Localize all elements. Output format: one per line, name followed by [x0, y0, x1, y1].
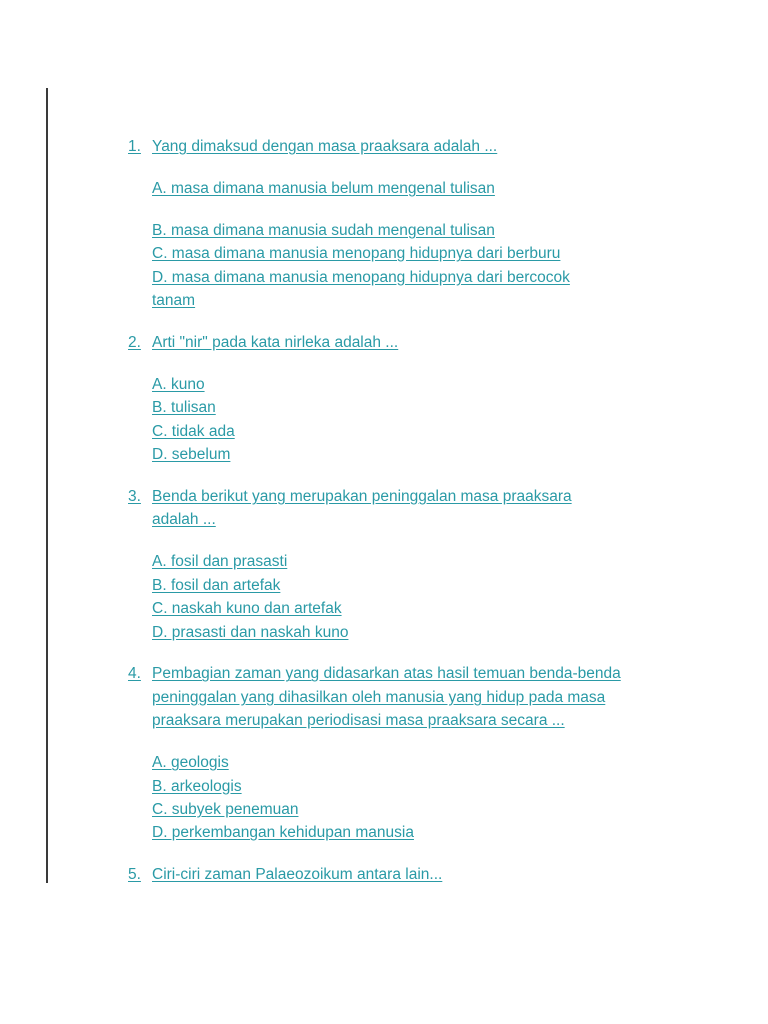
- question-number[interactable]: 3.: [128, 487, 141, 505]
- question-number[interactable]: 2.: [128, 333, 141, 351]
- question-text[interactable]: Pembagian zaman yang didasarkan atas hasil temuan benda-benda peninggalan yang dihasilkan oleh manusia yang hidup pada masa praaksara merupakan periodisasi masa praaksara secara ...: [152, 665, 621, 730]
- option-d[interactable]: D. masa dimana manusia menopang hidupnya dari bercocok tanam: [152, 268, 570, 310]
- question-5: [128, 863, 648, 886]
- question-number[interactable]: 5.: [128, 866, 141, 884]
- option-a[interactable]: A. geologis: [152, 754, 229, 772]
- option-d[interactable]: D. prasasti dan naskah kuno: [152, 623, 349, 641]
- option-b[interactable]: B. arkeologis: [152, 777, 242, 795]
- option-c[interactable]: C. subyek penemuan: [152, 800, 299, 818]
- question-2-options: [152, 373, 648, 467]
- question-text[interactable]: Benda berikut yang merupakan peninggalan masa praaksara adalah ...: [152, 487, 572, 529]
- question-4-options: [152, 751, 648, 845]
- option-c[interactable]: C. naskah kuno dan artefak: [152, 600, 342, 618]
- option-a[interactable]: A. fosil dan prasasti: [152, 553, 288, 571]
- quiz-document: [128, 135, 648, 905]
- option-b[interactable]: B. tulisan: [152, 399, 216, 417]
- question-number[interactable]: 1.: [128, 138, 141, 155]
- question-text[interactable]: Ciri-ciri zaman Palaeozoikum antara lain...: [152, 866, 443, 884]
- option-c[interactable]: C. masa dimana manusia menopang hidupnya dari berburu: [152, 245, 561, 263]
- option-b[interactable]: B. fosil dan artefak: [152, 576, 281, 594]
- question-text[interactable]: Arti "nir" pada kata nirleka adalah ...: [152, 333, 399, 351]
- option-b[interactable]: B. masa dimana manusia sudah mengenal tulisan: [152, 221, 495, 239]
- question-text[interactable]: Yang dimaksud dengan masa praaksara adalah ...: [152, 138, 498, 155]
- option-a[interactable]: A. kuno: [152, 375, 205, 393]
- option-d[interactable]: D. perkembangan kehidupan manusia: [152, 824, 414, 842]
- question-3-options: [152, 550, 648, 644]
- page-margin-line: [46, 88, 48, 883]
- question-4: [128, 662, 648, 732]
- question-3: [128, 485, 648, 532]
- question-1-options: [152, 177, 648, 313]
- question-number[interactable]: 4.: [128, 665, 141, 683]
- question-1: [128, 135, 648, 158]
- question-2: [128, 331, 648, 354]
- option-d[interactable]: D. sebelum: [152, 446, 231, 464]
- option-c[interactable]: C. tidak ada: [152, 422, 235, 440]
- option-a[interactable]: A. masa dimana manusia belum mengenal tulisan: [152, 179, 495, 197]
